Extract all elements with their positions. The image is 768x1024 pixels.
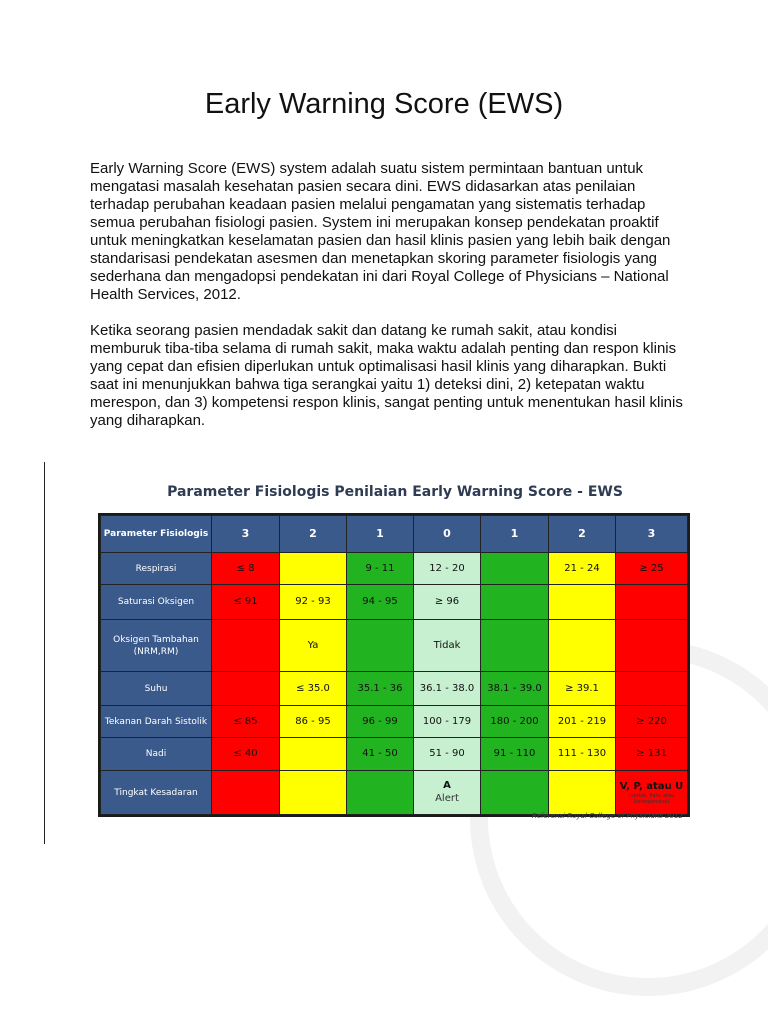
score-cell: 92 - 93 [280, 585, 347, 620]
score-cell: 38.1 - 39.0 [481, 672, 549, 706]
score-cell-alert [414, 771, 481, 815]
score-cell: 86 - 95 [280, 706, 347, 738]
table-row [101, 738, 688, 771]
param-label: Respirasi [101, 553, 212, 585]
score-cell [481, 553, 549, 585]
score-cell: 94 - 95 [347, 585, 414, 620]
vpu-code: V, P, atau U [619, 780, 684, 792]
score-cell: 21 - 24 [549, 553, 616, 585]
header-corner: Parameter Fisiologis [101, 516, 212, 553]
param-label: Nadi [101, 738, 212, 771]
table-title: Parameter Fisiologis Penilaian Early Warning Score - EWS [167, 484, 623, 500]
score-cell-vpu [616, 771, 688, 815]
score-cell: 9 - 11 [347, 553, 414, 585]
table-row [101, 620, 688, 672]
score-cell: Ya [280, 620, 347, 672]
param-label: Tekanan Darah Sistolik [101, 706, 212, 738]
score-cell [212, 771, 280, 815]
intro-paragraph: Early Warning Score (EWS) system adalah suatu sistem permintaan bantuan untuk mengatasi masalah kesehatan pasien secara dini. EWS didasarkan atas penilaian terhadap perubahan keadaan pasien melalui pengamatan yang sistematis terhadap semua perubahan fisiologi pasien. System ini merupakan konsep pendekatan proaktif untuk meningkatkan keselamatan pasien dan hasil klinis pasien yang lebih baik dengan standarisasi pendekatan asesmen dan menetapkan skoring parameter fisiologis yang sederhana dan mengadopsi pendekatan ini dari Royal College of Physicians – National Health Services, 2012. [90, 160, 671, 303]
score-cell: 91 - 110 [481, 738, 549, 771]
score-cell: 96 - 99 [347, 706, 414, 738]
score-cell: ≥ 96 [414, 585, 481, 620]
score-cell: 51 - 90 [414, 738, 481, 771]
score-cell [347, 771, 414, 815]
score-cell: 111 - 130 [549, 738, 616, 771]
table-header-row [101, 516, 688, 553]
score-cell [549, 585, 616, 620]
score-cell: 35.1 - 36 [347, 672, 414, 706]
table-row [101, 672, 688, 706]
table-row [101, 553, 688, 585]
header-score: 1 [481, 516, 549, 553]
table-row [101, 771, 688, 815]
score-cell: 12 - 20 [414, 553, 481, 585]
header-score: 1 [347, 516, 414, 553]
ews-table [100, 515, 688, 815]
score-cell [481, 620, 549, 672]
param-label: Saturasi Oksigen [101, 585, 212, 620]
score-cell: ≥ 131 [616, 738, 688, 771]
param-label: Oksigen Tambahan (NRM,RM) [101, 620, 212, 672]
header-score: 2 [549, 516, 616, 553]
score-cell [280, 771, 347, 815]
header-score: 3 [212, 516, 280, 553]
score-cell: ≤ 40 [212, 738, 280, 771]
response-paragraph: Ketika seorang pasien mendadak sakit dan datang ke rumah sakit, atau kondisi memburuk tiba-tiba selama di rumah sakit, maka waktu adalah penting dan respon klinis yang cepat dan efisien diperlukan untuk optimalisasi hasil klinis yang diharapkan. Bukti saat ini menunjukkan bahwa tiga serangkai yaitu 1) deteksi dini, 2) ketepatan waktu merespon, dan 3) kompetensi respon klinis, sangat penting untuk menentukan hasil klinis yang diharapkan. [90, 322, 683, 429]
table-row [101, 706, 688, 738]
score-cell: ≤ 85 [212, 706, 280, 738]
score-cell [616, 672, 688, 706]
score-cell: Tidak [414, 620, 481, 672]
score-cell [212, 620, 280, 672]
score-cell [549, 771, 616, 815]
score-cell [481, 585, 549, 620]
score-cell: ≥ 220 [616, 706, 688, 738]
alert-label: Alert [435, 793, 459, 804]
param-label: Suhu [101, 672, 212, 706]
score-cell [280, 553, 347, 585]
score-cell: 36.1 - 38.0 [414, 672, 481, 706]
score-cell: ≤ 8 [212, 553, 280, 585]
score-cell: 201 - 219 [549, 706, 616, 738]
vpu-label: (Verbal, Pain, atau Unresponsive) [628, 792, 675, 805]
score-cell [347, 620, 414, 672]
param-label: Tingkat Kesadaran [101, 771, 212, 815]
score-cell: ≥ 39.1 [549, 672, 616, 706]
score-cell: ≥ 25 [616, 553, 688, 585]
score-cell [481, 771, 549, 815]
table-reference: Referensi Royal College of Physicians 2012 [531, 812, 683, 820]
header-score: 3 [616, 516, 688, 553]
score-cell: ≤ 35.0 [280, 672, 347, 706]
score-cell: 100 - 179 [414, 706, 481, 738]
header-score: 0 [414, 516, 481, 553]
score-cell [616, 620, 688, 672]
page-title: Early Warning Score (EWS) [204, 88, 564, 120]
alert-code: A [443, 780, 451, 791]
score-cell: 180 - 200 [481, 706, 549, 738]
table-row [101, 585, 688, 620]
score-cell [616, 585, 688, 620]
score-cell [280, 738, 347, 771]
margin-bar [44, 462, 45, 844]
score-cell [212, 672, 280, 706]
score-cell: 41 - 50 [347, 738, 414, 771]
header-score: 2 [280, 516, 347, 553]
score-cell: ≤ 91 [212, 585, 280, 620]
score-cell [549, 620, 616, 672]
